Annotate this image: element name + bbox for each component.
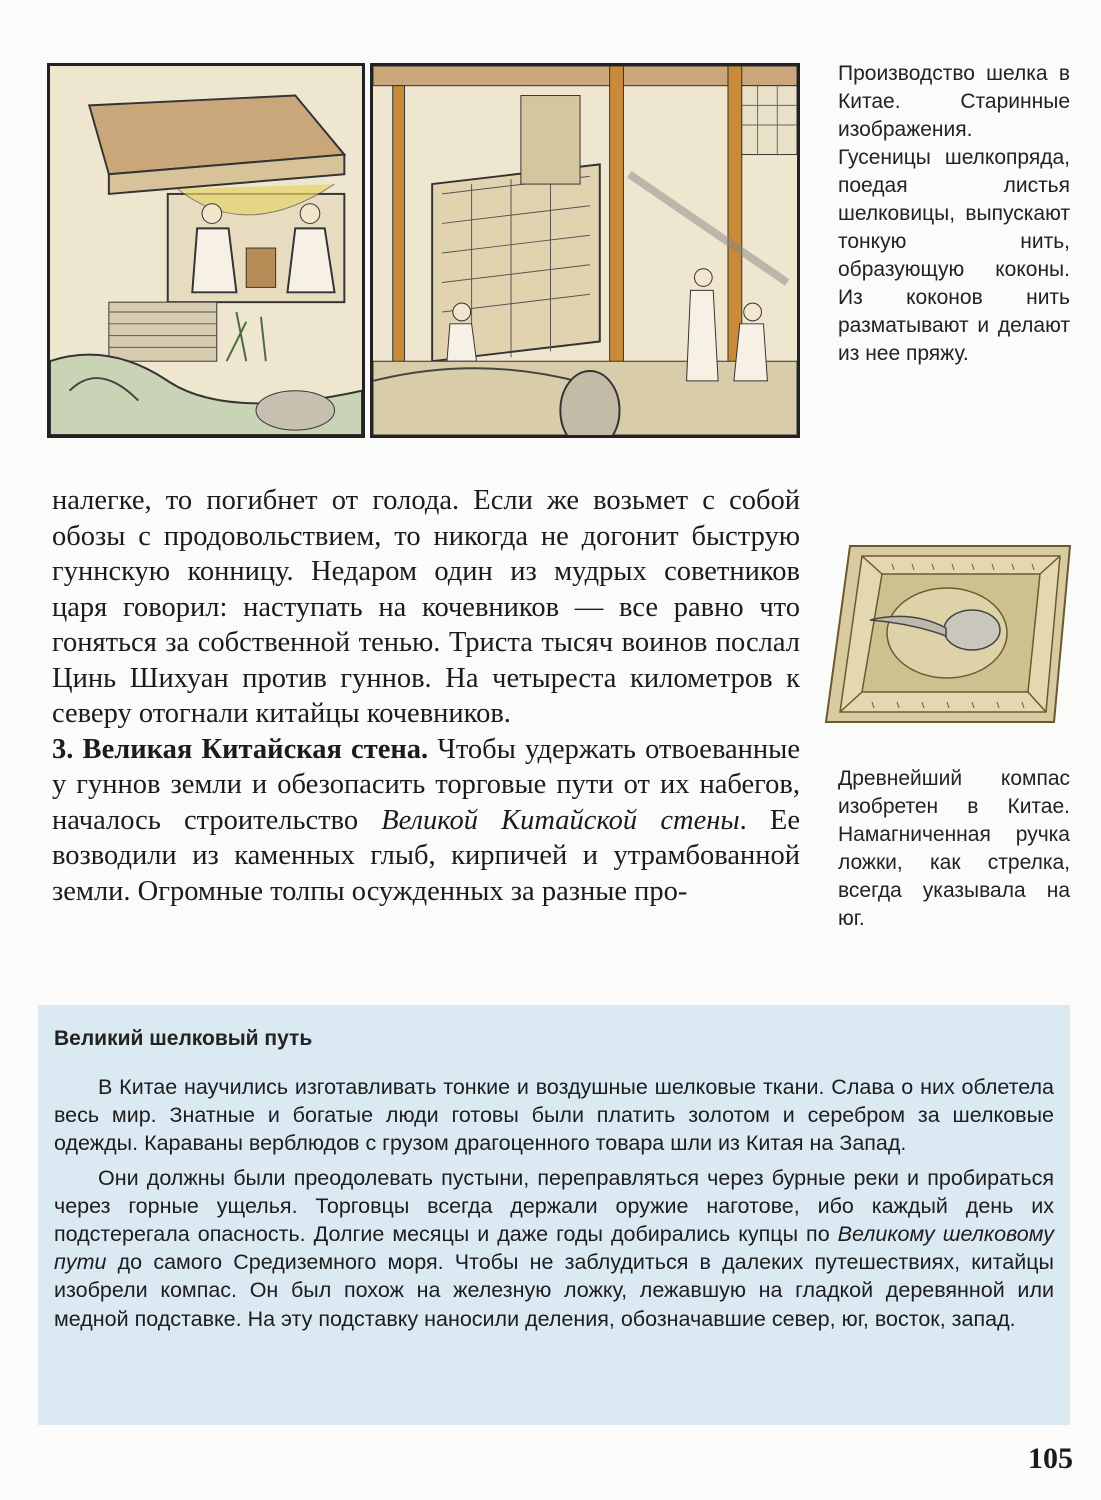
compass-caption-text: Древнейший компас изобретен в Китае. Намагниченная ручка ложки, как стрелка, всегда указывала на юг. <box>838 767 1070 930</box>
section-heading-great-wall: 3. Великая Китайская стена. <box>52 733 429 765</box>
compass-drawing <box>822 540 1072 725</box>
silk-road-title: Великий шелковый путь <box>54 1027 313 1050</box>
main-text-column <box>52 483 800 909</box>
silk-road-paragraph-1: В Китае научились изготавливать тонкие и воздушные шелковые ткани. Слава о них облетела весь мир. Знатные и богатые люди готовы были платить золотом и серебром за шелковые одежды. Караваны верблюдов с грузом драгоценного товара шли из Китая на Запад. <box>54 1075 1054 1156</box>
silk-reeling-drawing <box>50 66 362 435</box>
silk-road-term: Великому шелковому пути <box>54 1222 1054 1275</box>
compass-caption <box>838 765 1070 933</box>
main-paragraph-2 <box>52 732 800 910</box>
silk-production-illustration-left <box>47 63 365 438</box>
main-paragraph-2-part-b: . Ее возводили из каменных глыб, кирпичей и утрамбованной земли. Огромные толпы осужденных за разные про- <box>52 804 800 907</box>
great-wall-term: Великой Китайской стены <box>381 804 740 836</box>
silk-road-infobox <box>38 1005 1070 1425</box>
ancient-compass-image <box>822 540 1072 725</box>
silk-road-paragraph-2-part-b: до самого Средиземного моря. Чтобы не заблудиться в далеких путешествиях, китайцы изобрели компас. Он был похож на железную ложку, лежавшую на гладкой деревянной или медной подставке. На эту подставку наносили деления, обозначавшие север, юг, восток, запад. <box>54 1250 1054 1331</box>
silk-illustration-caption <box>838 60 1070 368</box>
main-paragraph-2-part-a: Чтобы удержать отвоеванные у гуннов земли и обезопасить торговые пути от их набегов, началось строительство <box>52 733 800 836</box>
page-number: 105 <box>1028 1442 1073 1475</box>
silk-caption-text: Производство шелка в Китае. Старинные изображения. Гусеницы шелкопряда, поедая листья шелковицы, выпускают тонкую нить, образующую коконы. Из коконов нить разматывают и делают из нее пряжу. <box>838 62 1070 365</box>
silk-road-paragraph-2-part-a: Они должны были преодолевать пустыни, переправляться через бурные реки и пробираться через горные ущелья. Торговцы всегда держали оружие наготове, ибо каждый день их подстерегала опасность. Долгие месяцы и даже годы добирались купцы по <box>54 1165 1054 1247</box>
silk-production-illustration-right <box>370 63 800 438</box>
silk-road-paragraph-2 <box>54 1164 1054 1333</box>
main-paragraph-1: налегке, то погибнет от голода. Если же возьмет с собой обозы с продовольствием, то никогда не догонит быструю гуннскую конницу. Недаром один из мудрых советников царя говорил: наступать на кочевников — все равно что гоняться за собственной тенью. Триста тысяч воинов послал Цинь Шихуан против гуннов. На четыреста километров к северу отогнали китайцы кочевников. <box>52 485 800 729</box>
silk-loom-drawing <box>373 66 797 435</box>
